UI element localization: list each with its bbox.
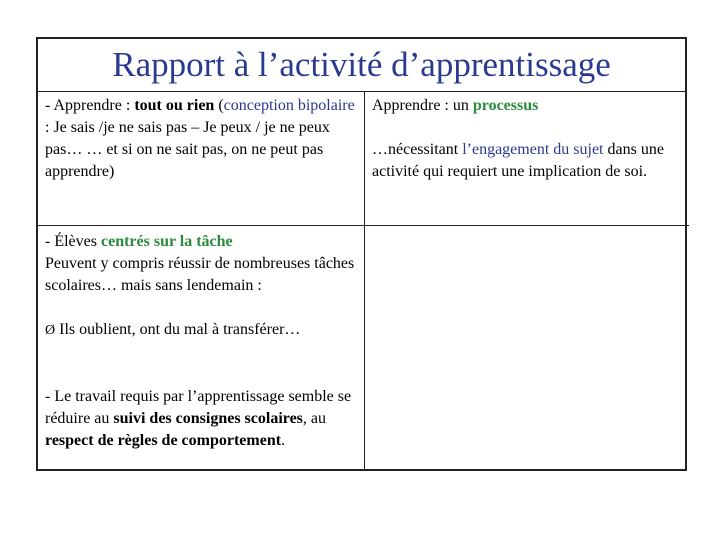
process-line	[372, 95, 682, 117]
text-span: - Le travail requis par l’apprentissage semble se réduire au	[45, 388, 352, 427]
text-span: .	[281, 432, 286, 449]
work-paragraph	[45, 386, 361, 452]
bold-span: tout ou rien	[134, 97, 215, 114]
success-paragraph: Peuvent y compris réussir de nombreuses tâches scolaires… mais sans lendemain :	[45, 255, 355, 294]
text-span: - Apprendre :	[45, 97, 135, 114]
arrow-bullet-icon: Ø	[45, 323, 56, 338]
bold-span: suivi des consignes scolaires	[113, 410, 303, 427]
text-span: , au	[302, 410, 327, 427]
text-span: Ils oublient, ont du mal à transférer…	[59, 321, 301, 338]
pupils-line	[45, 231, 361, 253]
cell-right-top	[372, 95, 682, 183]
text-span: Apprendre : un	[372, 97, 473, 114]
text-span: dans une activité qui requiert une implication de soi.	[372, 141, 664, 180]
highlight-span: centrés sur la tâche	[100, 233, 233, 250]
bold-span: respect de règles de comportement	[45, 432, 282, 449]
cell-left-top	[45, 95, 361, 183]
row-divider	[38, 225, 689, 226]
text-span: - Élèves	[45, 233, 101, 250]
cell-left-bottom	[45, 231, 361, 452]
highlight-span: conception bipolaire	[223, 97, 355, 114]
text-span: (	[214, 97, 224, 114]
column-divider	[364, 91, 365, 471]
text-span: : Je sais /je ne sais pas – Je peux / je ne peux pas… … et si on ne sait pas, on ne peut pas apprendre)	[45, 119, 330, 180]
text-span: …nécessitant	[372, 141, 463, 158]
engagement-paragraph	[372, 139, 682, 183]
page-title: Rapport à l’activité d’apprentissage	[112, 45, 611, 84]
highlight-span: processus	[472, 97, 539, 114]
highlight-span: l’engagement du sujet	[462, 141, 604, 158]
slide-table	[36, 37, 687, 471]
bullet-item	[45, 319, 361, 342]
title-row	[38, 39, 685, 92]
bipolar-paragraph	[45, 95, 361, 183]
